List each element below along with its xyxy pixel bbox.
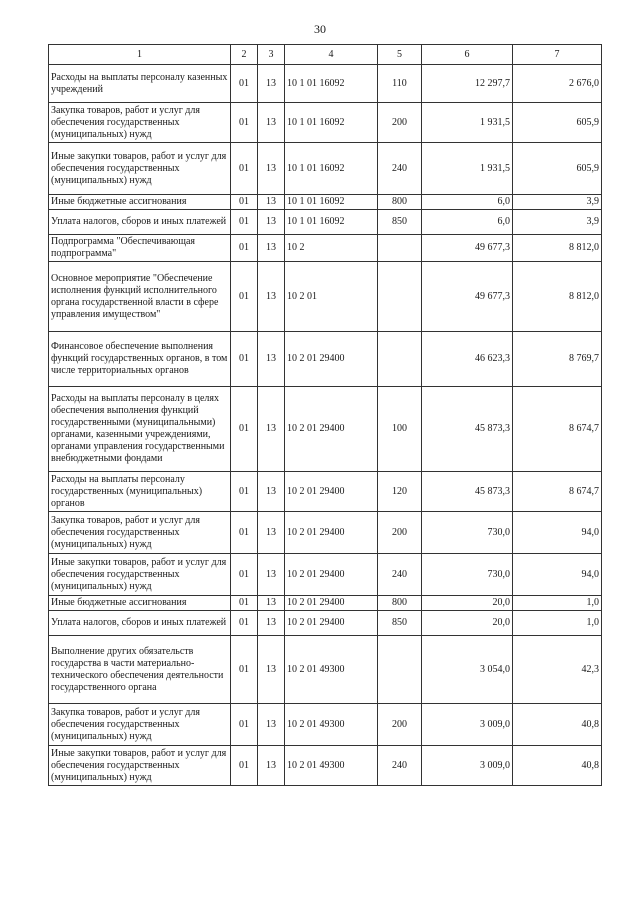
subsection-cell: 13 xyxy=(258,387,285,472)
amount-executed-cell: 8 812,0 xyxy=(513,262,602,332)
table-row xyxy=(49,704,602,746)
subsection-cell: 13 xyxy=(258,746,285,786)
target-article-cell: 10 2 01 29400 xyxy=(285,554,378,596)
expense-type-cell: 800 xyxy=(378,195,422,210)
amount-cell: 20,0 xyxy=(422,596,513,611)
table-row xyxy=(49,262,602,332)
table-row xyxy=(49,746,602,786)
amount-executed-cell: 605,9 xyxy=(513,103,602,143)
subsection-cell: 13 xyxy=(258,472,285,512)
amount-cell: 20,0 xyxy=(422,611,513,636)
amount-cell: 730,0 xyxy=(422,554,513,596)
header-cell-6: 6 xyxy=(422,45,513,65)
amount-cell: 49 677,3 xyxy=(422,235,513,262)
table-row xyxy=(49,235,602,262)
target-article-cell: 10 2 01 xyxy=(285,262,378,332)
header-cell-5: 5 xyxy=(378,45,422,65)
target-article-cell: 10 1 01 16092 xyxy=(285,103,378,143)
header-cell-7: 7 xyxy=(513,45,602,65)
subsection-cell: 13 xyxy=(258,512,285,554)
subsection-cell: 13 xyxy=(258,103,285,143)
table-row xyxy=(49,332,602,387)
subsection-cell: 13 xyxy=(258,596,285,611)
target-article-cell: 10 2 xyxy=(285,235,378,262)
header-cell-1: 1 xyxy=(49,45,231,65)
subsection-cell: 13 xyxy=(258,704,285,746)
row-name-cell: Выполнение других обязательств государства в части материально-технического обеспечения деятельности государственного органа xyxy=(49,636,231,704)
row-name-cell: Расходы на выплаты персоналу казенных учреждений xyxy=(49,65,231,103)
table-row xyxy=(49,596,602,611)
target-article-cell: 10 2 01 29400 xyxy=(285,332,378,387)
subsection-cell: 13 xyxy=(258,235,285,262)
amount-cell: 49 677,3 xyxy=(422,262,513,332)
row-name-cell: Иные бюджетные ассигнования xyxy=(49,596,231,611)
section-cell: 01 xyxy=(231,65,258,103)
target-article-cell: 10 2 01 49300 xyxy=(285,746,378,786)
row-name-cell: Расходы на выплаты персоналу государственных (муниципальных) органов xyxy=(49,472,231,512)
amount-executed-cell: 3,9 xyxy=(513,210,602,235)
row-name-cell: Уплата налогов, сборов и иных платежей xyxy=(49,611,231,636)
amount-executed-cell: 8 769,7 xyxy=(513,332,602,387)
amount-executed-cell: 2 676,0 xyxy=(513,65,602,103)
target-article-cell: 10 2 01 29400 xyxy=(285,596,378,611)
target-article-cell: 10 2 01 49300 xyxy=(285,636,378,704)
expense-type-cell: 120 xyxy=(378,472,422,512)
section-cell: 01 xyxy=(231,472,258,512)
row-name-cell: Иные бюджетные ассигнования xyxy=(49,195,231,210)
amount-cell: 45 873,3 xyxy=(422,387,513,472)
row-name-cell: Закупка товаров, работ и услуг для обеспечения государственных (муниципальных) нужд xyxy=(49,704,231,746)
amount-executed-cell: 8 674,7 xyxy=(513,472,602,512)
amount-executed-cell: 605,9 xyxy=(513,143,602,195)
amount-executed-cell: 94,0 xyxy=(513,554,602,596)
amount-executed-cell: 8 674,7 xyxy=(513,387,602,472)
row-name-cell: Основное мероприятие "Обеспечение исполнения функций исполнительного органа государственной власти в сфере управления имуществом" xyxy=(49,262,231,332)
amount-cell: 6,0 xyxy=(422,195,513,210)
section-cell: 01 xyxy=(231,387,258,472)
section-cell: 01 xyxy=(231,704,258,746)
section-cell: 01 xyxy=(231,195,258,210)
amount-executed-cell: 1,0 xyxy=(513,611,602,636)
budget-table xyxy=(48,44,602,786)
expense-type-cell: 200 xyxy=(378,103,422,143)
expense-type-cell: 200 xyxy=(378,704,422,746)
target-article-cell: 10 1 01 16092 xyxy=(285,210,378,235)
expense-type-cell: 240 xyxy=(378,143,422,195)
table-row xyxy=(49,554,602,596)
amount-executed-cell: 40,8 xyxy=(513,746,602,786)
amount-cell: 46 623,3 xyxy=(422,332,513,387)
amount-executed-cell: 8 812,0 xyxy=(513,235,602,262)
row-name-cell: Иные закупки товаров, работ и услуг для обеспечения государственных (муниципальных) нужд xyxy=(49,143,231,195)
row-name-cell: Уплата налогов, сборов и иных платежей xyxy=(49,210,231,235)
section-cell: 01 xyxy=(231,512,258,554)
target-article-cell: 10 1 01 16092 xyxy=(285,65,378,103)
header-cell-4: 4 xyxy=(285,45,378,65)
amount-cell: 12 297,7 xyxy=(422,65,513,103)
expense-type-cell xyxy=(378,636,422,704)
row-name-cell: Иные закупки товаров, работ и услуг для обеспечения государственных (муниципальных) нужд xyxy=(49,746,231,786)
amount-executed-cell: 3,9 xyxy=(513,195,602,210)
target-article-cell: 10 1 01 16092 xyxy=(285,195,378,210)
section-cell: 01 xyxy=(231,596,258,611)
target-article-cell: 10 1 01 16092 xyxy=(285,143,378,195)
amount-cell: 3 054,0 xyxy=(422,636,513,704)
row-name-cell: Расходы на выплаты персоналу в целях обеспечения выполнения функций государственными (муниципальными) органами, казенными учреждениями, органами управления государственными внебюджетными фондами xyxy=(49,387,231,472)
table-row xyxy=(49,103,602,143)
section-cell: 01 xyxy=(231,746,258,786)
subsection-cell: 13 xyxy=(258,262,285,332)
expense-type-cell: 240 xyxy=(378,554,422,596)
section-cell: 01 xyxy=(231,210,258,235)
amount-cell: 1 931,5 xyxy=(422,103,513,143)
row-name-cell: Финансовое обеспечение выполнения функций государственных органов, в том числе территориальных органов xyxy=(49,332,231,387)
header-cell-3: 3 xyxy=(258,45,285,65)
amount-executed-cell: 94,0 xyxy=(513,512,602,554)
target-article-cell: 10 2 01 29400 xyxy=(285,472,378,512)
table-row xyxy=(49,472,602,512)
header-row xyxy=(49,45,602,65)
row-name-cell: Иные закупки товаров, работ и услуг для обеспечения государственных (муниципальных) нужд xyxy=(49,554,231,596)
target-article-cell: 10 2 01 29400 xyxy=(285,387,378,472)
amount-cell: 730,0 xyxy=(422,512,513,554)
section-cell: 01 xyxy=(231,332,258,387)
expense-type-cell: 200 xyxy=(378,512,422,554)
section-cell: 01 xyxy=(231,235,258,262)
table-row xyxy=(49,611,602,636)
amount-cell: 1 931,5 xyxy=(422,143,513,195)
row-name-cell: Подпрограмма "Обеспечивающая подпрограмма" xyxy=(49,235,231,262)
section-cell: 01 xyxy=(231,611,258,636)
amount-cell: 3 009,0 xyxy=(422,704,513,746)
section-cell: 01 xyxy=(231,554,258,596)
expense-type-cell: 800 xyxy=(378,596,422,611)
expense-type-cell: 850 xyxy=(378,210,422,235)
subsection-cell: 13 xyxy=(258,65,285,103)
table-row xyxy=(49,195,602,210)
subsection-cell: 13 xyxy=(258,332,285,387)
table-row xyxy=(49,65,602,103)
target-article-cell: 10 2 01 49300 xyxy=(285,704,378,746)
expense-type-cell xyxy=(378,235,422,262)
row-name-cell: Закупка товаров, работ и услуг для обеспечения государственных (муниципальных) нужд xyxy=(49,103,231,143)
section-cell: 01 xyxy=(231,143,258,195)
section-cell: 01 xyxy=(231,636,258,704)
page-number: 30 xyxy=(314,22,326,36)
subsection-cell: 13 xyxy=(258,611,285,636)
table-row xyxy=(49,387,602,472)
expense-type-cell xyxy=(378,332,422,387)
table-row xyxy=(49,143,602,195)
expense-type-cell: 110 xyxy=(378,65,422,103)
amount-cell: 3 009,0 xyxy=(422,746,513,786)
expense-type-cell: 850 xyxy=(378,611,422,636)
section-cell: 01 xyxy=(231,262,258,332)
amount-executed-cell: 40,8 xyxy=(513,704,602,746)
expense-type-cell xyxy=(378,262,422,332)
amount-cell: 6,0 xyxy=(422,210,513,235)
subsection-cell: 13 xyxy=(258,195,285,210)
expense-type-cell: 240 xyxy=(378,746,422,786)
subsection-cell: 13 xyxy=(258,210,285,235)
target-article-cell: 10 2 01 29400 xyxy=(285,611,378,636)
amount-executed-cell: 42,3 xyxy=(513,636,602,704)
expense-type-cell: 100 xyxy=(378,387,422,472)
amount-executed-cell: 1,0 xyxy=(513,596,602,611)
table-row xyxy=(49,210,602,235)
subsection-cell: 13 xyxy=(258,636,285,704)
header-cell-2: 2 xyxy=(231,45,258,65)
row-name-cell: Закупка товаров, работ и услуг для обеспечения государственных (муниципальных) нужд xyxy=(49,512,231,554)
table-body xyxy=(49,45,602,786)
section-cell: 01 xyxy=(231,103,258,143)
subsection-cell: 13 xyxy=(258,143,285,195)
table-row xyxy=(49,636,602,704)
amount-cell: 45 873,3 xyxy=(422,472,513,512)
target-article-cell: 10 2 01 29400 xyxy=(285,512,378,554)
table-row xyxy=(49,512,602,554)
subsection-cell: 13 xyxy=(258,554,285,596)
